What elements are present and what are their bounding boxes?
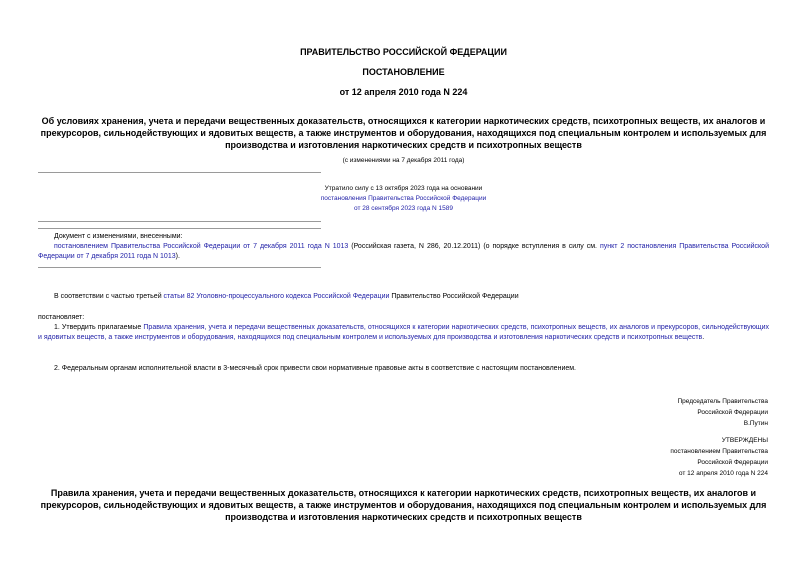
rules-link[interactable]: Правила хранения, учета и передачи вещественных доказательств, относящихся к категории наркотических средств, психотропных веществ, их аналогов и прекурсоров, сильнодействующих и ядовитых веществ, а также инструментов и оборудования, находящихся под специальным контролем и используемых для производства и изготовления наркотических средств и психотропных веществ	[38, 324, 769, 341]
amendment-note: (с изменениями на 7 декабря 2011 года)	[342, 157, 465, 164]
preamble-post: Правительство Российской Федерации	[389, 293, 519, 300]
changes-source: (Российская газета, N 286, 20.12.2011) (о порядке вступления в силу см.	[348, 243, 600, 250]
invalidation-link-date[interactable]: от 28 сентября 2023 года N 1589	[354, 205, 453, 212]
government-heading: ПРАВИТЕЛЬСТВО РОССИЙСКОЙ ФЕДЕРАЦИИ	[300, 47, 507, 57]
changes-text	[38, 242, 769, 262]
rules-title: Правила хранения, учета и передачи вещественных доказательств, относящихся к категории наркотических средств, психотропных веществ, их аналогов и прекурсоров, сильнодействующих и ядовитых веществ, а также инструментов и оборудования, находящихся под специальным контролем и используемых для производства и изготовления наркотических средств и психотропных веществ	[40, 488, 767, 522]
document-type: ПОСТАНОВЛЕНИЕ	[362, 67, 445, 77]
amendment-link[interactable]: постановлением Правительства Российской Федерации от 7 декабря 2011 года N 1013	[54, 243, 349, 250]
approval-block	[670, 435, 768, 479]
document-title: Об условиях хранения, учета и передачи вещественных доказательств, относящихся к категории наркотических средств, психотропных веществ, их аналогов и прекурсоров, сильнодействующих и ядовитых веществ, а также инструментов и оборудования, находящихся под специальным контролем и используемых для производства и изготовления наркотических средств и психотропных веществ	[40, 116, 767, 150]
resolves-label: постановляет:	[38, 314, 85, 321]
effective-date-link[interactable]: пункт 2 постановления Правительства Российской Федерации от 7 декабря 2011 года N 1013	[38, 243, 769, 260]
changes-intro: Документ с изменениями, внесенными:	[54, 233, 183, 240]
preamble	[54, 292, 519, 302]
changes-end: ).	[175, 253, 180, 260]
approval-date: от 12 апреля 2010 года N 224	[678, 470, 768, 477]
signature-block	[677, 396, 768, 429]
item-1-post: .	[702, 334, 705, 341]
divider	[38, 221, 321, 222]
document-date: от 12 апреля 2010 года N 224	[339, 87, 468, 97]
approval-resolution: постановлением Правительства	[670, 448, 768, 455]
signature-name: В.Путин	[743, 420, 768, 427]
signature-org: Российской Федерации	[697, 409, 768, 416]
preamble-pre: В соответствии с частью третьей	[54, 293, 164, 300]
signature-title: Председатель Правительства	[677, 398, 768, 405]
item-1	[38, 323, 769, 343]
item-2: 2. Федеральным органам исполнительной власти в 3-месячный срок привести свои нормативные правовые акты в соответствие с настоящим постановлением.	[54, 365, 577, 372]
code-article-link[interactable]: статьи 82 Уголовно-процессуального кодекса Российской Федерации	[163, 293, 390, 300]
divider	[38, 228, 321, 229]
divider	[38, 267, 321, 268]
invalidation-link[interactable]: постановления Правительства Российской Федерации	[320, 195, 487, 202]
approval-org: Российской Федерации	[697, 459, 768, 466]
item-1-pre: 1. Утвердить прилагаемые	[54, 324, 144, 331]
divider	[38, 172, 321, 173]
approval-label: УТВЕРЖДЕНЫ	[721, 437, 768, 444]
invalidation-text: Утратило силу с 13 октября 2023 года на основании	[324, 185, 483, 192]
